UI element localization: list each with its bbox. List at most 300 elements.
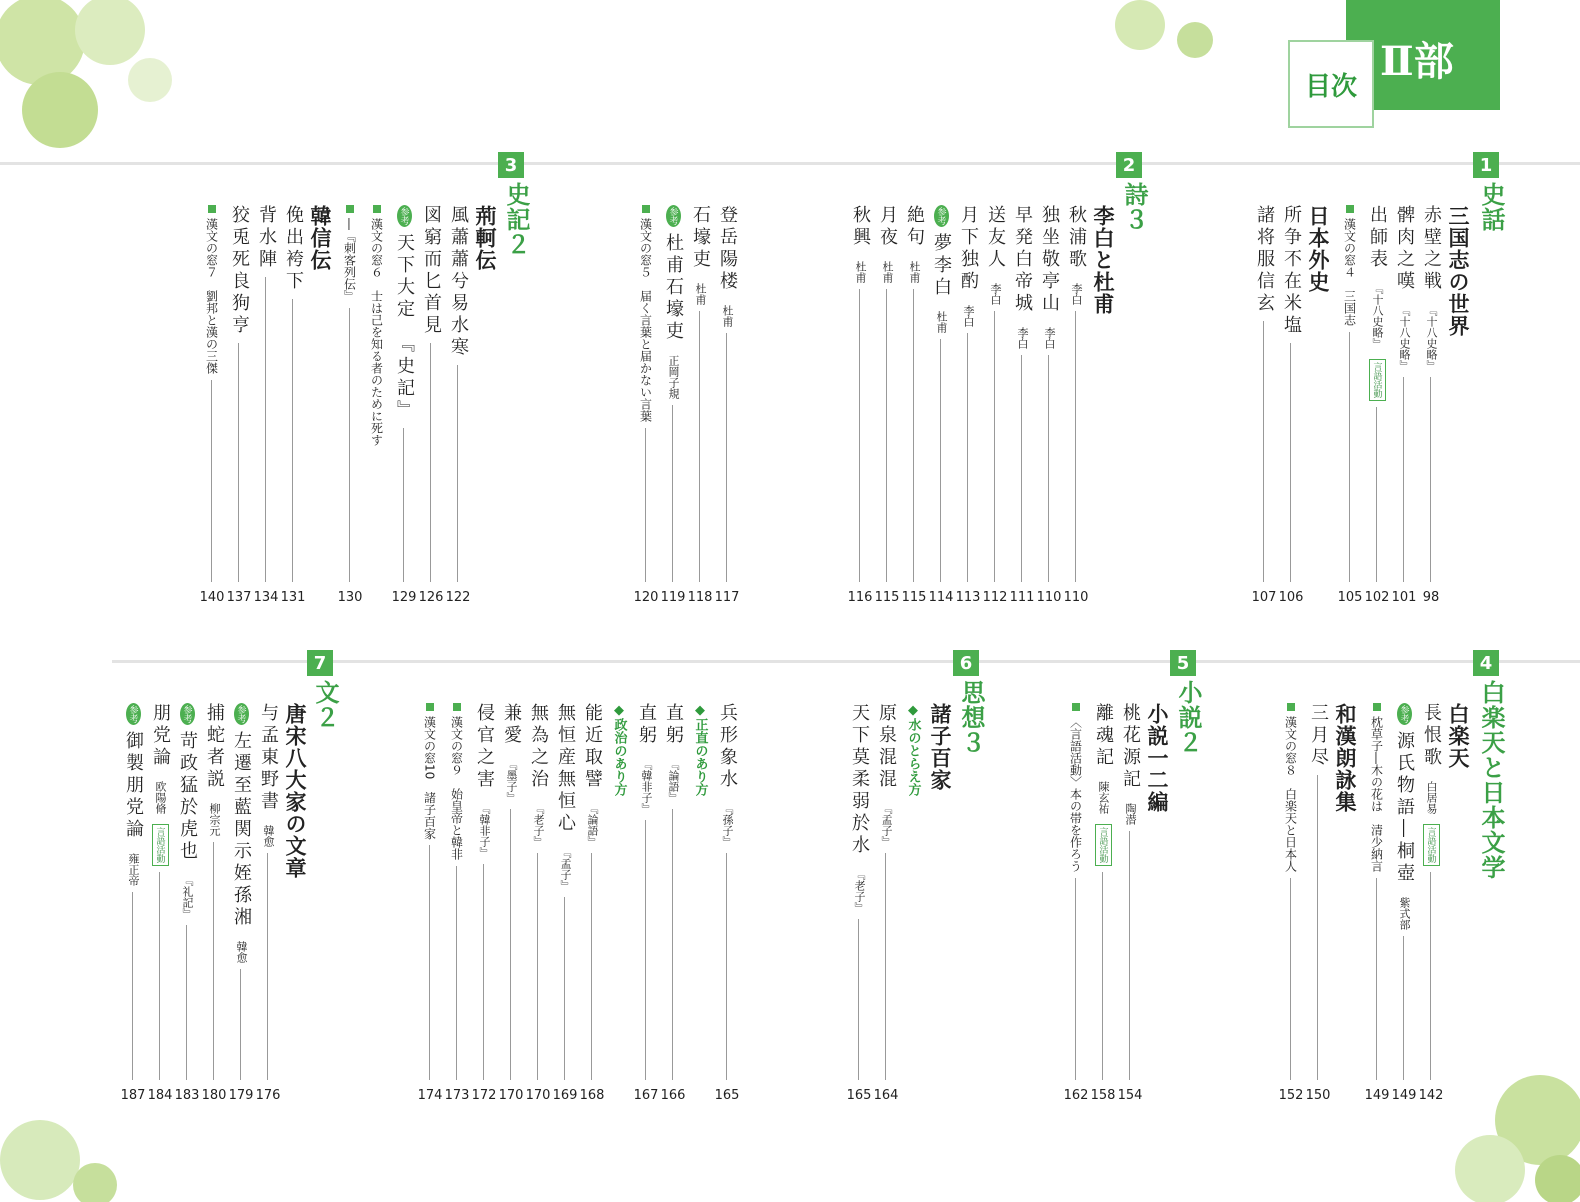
page-number: 140 xyxy=(199,590,225,605)
entry-author: 杜甫 xyxy=(854,261,867,283)
entry-text xyxy=(872,205,902,283)
entry-title: 兵形象水 xyxy=(717,703,738,791)
entry-text xyxy=(926,205,956,333)
leader-line xyxy=(591,853,592,1080)
entry-text xyxy=(251,205,281,271)
entry-title: 送友人 xyxy=(985,205,1006,271)
bullet-icon xyxy=(1072,703,1080,711)
page-number: 172 xyxy=(471,1088,497,1103)
page-number: 142 xyxy=(1418,1088,1444,1103)
chapter-number-1: 1 xyxy=(1473,152,1499,178)
page-number: 105 xyxy=(1337,590,1363,605)
entry-text xyxy=(658,703,688,803)
chapter-title-6: 思想３ xyxy=(957,680,986,755)
entry-text xyxy=(416,205,446,337)
entry-author: 『老子』 xyxy=(853,869,866,913)
entry-author: 『十八史略』 xyxy=(1425,305,1438,371)
entry-title: 石壕吏 xyxy=(690,205,711,271)
entry-text xyxy=(980,205,1010,305)
leader-line xyxy=(1403,377,1404,582)
entry-title: 直躬 xyxy=(663,703,684,747)
entry-title: ◆水のとらえ方 xyxy=(905,703,921,796)
entry-text xyxy=(226,703,256,963)
leader-line xyxy=(1021,355,1022,582)
entry-title: 独坐敬亭山 xyxy=(1039,205,1060,315)
entry-text xyxy=(118,703,148,886)
toc-label-box xyxy=(1288,40,1374,128)
entry-author: 『孟子』 xyxy=(559,847,572,891)
entry-text xyxy=(1115,703,1145,825)
entry-title: 早発白帝城 xyxy=(1012,205,1033,315)
page-number: 164 xyxy=(873,1088,899,1103)
entry-author: 李白 xyxy=(1043,327,1056,349)
bullet-icon xyxy=(1373,703,1381,711)
entry-text xyxy=(577,703,607,847)
entry-author: 柳宗元 xyxy=(208,803,221,836)
reference-badge: 参考 xyxy=(1397,703,1412,725)
bullet-icon xyxy=(453,703,461,711)
page-number: 165 xyxy=(714,1088,740,1103)
chapter-title-4: 白楽天と日本文学 xyxy=(1477,680,1506,880)
entry-title: 背水陣 xyxy=(256,205,277,271)
entry-title: 朋党論 xyxy=(150,703,171,769)
entry-title: 諸子百家 xyxy=(928,703,953,791)
language-activity-tag: 言語活動 xyxy=(1369,359,1386,401)
entry-title: 白楽天 xyxy=(1446,703,1471,769)
entry-text xyxy=(658,205,688,399)
entry-text xyxy=(278,205,308,293)
entry-title: 兼愛 xyxy=(501,703,522,747)
page-number: 149 xyxy=(1364,1088,1390,1103)
entry-title: 桃花源記 xyxy=(1120,703,1141,791)
entry-title: 狡兎死良狗亨 xyxy=(229,205,250,337)
leader-line xyxy=(403,428,404,582)
entry-title: 漢文の窓８ 白楽天と日本人 xyxy=(1283,716,1298,872)
reference-badge: 参考 xyxy=(234,703,249,725)
page-number: 117 xyxy=(714,590,740,605)
page-number: 98 xyxy=(1422,590,1440,605)
entry-author: 李白 xyxy=(1016,327,1029,349)
entry-title: 左遷至藍関示姪孫湘 xyxy=(231,731,252,929)
page-number: 101 xyxy=(1391,590,1417,605)
entry-author: 陶潜 xyxy=(1124,803,1137,825)
reference-badge: 参考 xyxy=(934,205,949,227)
chapter-title-5: 小説２ xyxy=(1174,680,1203,755)
entry-title: 天下莫柔弱於水 xyxy=(849,703,870,857)
chapter-number-2: 2 xyxy=(1116,152,1142,178)
entry-title: 枕草子―木の花は 清少納言 xyxy=(1369,716,1384,872)
entry-title: 三国志の世界 xyxy=(1446,205,1471,337)
reference-badge: 参考 xyxy=(180,703,195,725)
page-number: 112 xyxy=(982,590,1008,605)
leader-line xyxy=(1129,831,1130,1080)
entry-text xyxy=(1416,703,1446,866)
page-number: 122 xyxy=(445,590,471,605)
leader-line xyxy=(885,853,886,1080)
entry-text xyxy=(389,205,419,422)
chapter-number-4: 4 xyxy=(1473,650,1499,676)
entry-text xyxy=(280,703,310,879)
page-number: 114 xyxy=(928,590,954,605)
leader-line xyxy=(1290,343,1291,582)
entry-title: 侵官之害 xyxy=(474,703,495,791)
leader-line xyxy=(1290,878,1291,1080)
entry-text xyxy=(604,703,634,796)
entry-text xyxy=(1389,205,1419,371)
leader-line xyxy=(672,405,673,582)
entry-text xyxy=(172,703,202,919)
entry-title: 直躬 xyxy=(636,703,657,747)
entry-text xyxy=(899,205,929,283)
entry-title: 月夜 xyxy=(877,205,898,249)
entry-author: 『墨子』 xyxy=(505,759,518,803)
entry-text xyxy=(1330,703,1360,813)
entry-text xyxy=(1362,703,1392,872)
leader-line xyxy=(159,872,160,1080)
leader-line xyxy=(994,311,995,582)
entry-author: 『韓非子』 xyxy=(640,759,653,814)
entry-text xyxy=(523,703,553,847)
entry-author: 『論語』 xyxy=(667,759,680,803)
entry-title: 小説一二編 xyxy=(1145,703,1170,813)
leader-line xyxy=(645,428,646,582)
entry-title: ◆政治のあり方 xyxy=(611,703,627,796)
entry-author: 韓愈 xyxy=(235,941,248,963)
entry-title: 登岳陽楼 xyxy=(717,205,738,293)
leader-line xyxy=(265,277,266,582)
leaf-decoration-top-center xyxy=(1100,0,1230,80)
entry-text xyxy=(712,703,742,847)
language-activity-tag: 言語活動 xyxy=(1095,824,1112,866)
entry-author: 紫式部 xyxy=(1398,897,1411,930)
page-number: 150 xyxy=(1305,1088,1331,1103)
entry-author: 李白 xyxy=(962,305,975,327)
page-number: 110 xyxy=(1063,590,1089,605)
page-number: 154 xyxy=(1117,1088,1143,1103)
page-number: 129 xyxy=(391,590,417,605)
entry-title: 図窮而匕首見 xyxy=(421,205,442,337)
leader-line xyxy=(240,969,241,1080)
bullet-icon xyxy=(1346,205,1354,213)
entry-text xyxy=(685,703,715,796)
page-number: 107 xyxy=(1251,590,1277,605)
entry-title: 漢文の窓７ 劉邦と漢の三傑 xyxy=(204,218,219,374)
leader-line xyxy=(349,308,350,582)
entry-text xyxy=(335,205,365,302)
entry-text xyxy=(199,703,229,836)
bullet-icon xyxy=(1287,703,1295,711)
page-number: 174 xyxy=(417,1088,443,1103)
leader-line xyxy=(213,842,214,1080)
leader-line xyxy=(699,311,700,582)
page-number: 118 xyxy=(687,590,713,605)
entry-author: 『韓非子』 xyxy=(478,803,491,858)
entry-text xyxy=(442,703,472,860)
page-number: 106 xyxy=(1278,590,1304,605)
entry-title: 能近取譬 xyxy=(582,703,603,791)
leader-line xyxy=(132,892,133,1080)
entry-title: 絶句 xyxy=(904,205,925,249)
leader-line xyxy=(457,365,458,582)
leader-line xyxy=(1317,775,1318,1080)
entry-author: 杜甫 xyxy=(908,261,921,283)
entry-author: 杜甫 xyxy=(694,283,707,305)
page-number: 179 xyxy=(228,1088,254,1103)
chapter-number-6: 6 xyxy=(953,650,979,676)
entry-title: 捕蛇者説 xyxy=(204,703,225,791)
chapter-number-7: 7 xyxy=(307,650,333,676)
entry-text xyxy=(1276,703,1306,872)
bullet-icon xyxy=(426,703,434,711)
entry-title: 諸将服信玄 xyxy=(1254,205,1275,315)
entry-title: 無恒産無恒心 xyxy=(555,703,576,835)
leader-line xyxy=(1349,332,1350,582)
reference-badge: 参考 xyxy=(666,205,681,227)
entry-text xyxy=(898,703,928,796)
leaf-decoration-bottom-right xyxy=(1430,1030,1580,1202)
page-number: 137 xyxy=(226,590,252,605)
entry-text xyxy=(712,205,742,327)
entry-text xyxy=(1303,703,1333,769)
entry-title: 日本外史 xyxy=(1306,205,1331,293)
entry-text xyxy=(1007,205,1037,349)
leader-line xyxy=(456,866,457,1080)
page-number: 116 xyxy=(847,590,873,605)
leader-line xyxy=(483,864,484,1080)
entry-text xyxy=(685,205,715,305)
entry-text xyxy=(362,205,392,446)
bullet-icon xyxy=(208,205,216,213)
leader-line xyxy=(913,289,914,582)
chapter-title-1: 史話 xyxy=(1477,182,1506,232)
chapter-number-3: 3 xyxy=(498,152,524,178)
chapter-title-3: 史記２ xyxy=(502,182,531,257)
entry-text xyxy=(871,703,901,847)
page-number: 167 xyxy=(633,1088,659,1103)
page-number: 169 xyxy=(552,1088,578,1103)
entry-title: 与孟東野書 xyxy=(258,703,279,813)
entry-title: 源氏物語―桐壺 xyxy=(1394,731,1415,885)
chapter-number-5: 5 xyxy=(1170,650,1196,676)
entry-title: 漢文の窓５ 届く言葉と届かない言葉 xyxy=(638,218,653,422)
leader-line xyxy=(1102,872,1103,1080)
leader-line xyxy=(186,925,187,1080)
entry-author: 杜甫 xyxy=(721,305,734,327)
entry-title: 杜甫石壕吏 xyxy=(663,233,684,343)
entry-text xyxy=(1416,205,1446,371)
page-number: 134 xyxy=(253,590,279,605)
entry-text xyxy=(1276,205,1306,337)
entry-text xyxy=(224,205,254,337)
entry-text xyxy=(415,703,445,839)
entry-title: 髀肉之嘆 xyxy=(1394,205,1415,293)
entry-title: 夢李白 xyxy=(931,233,952,299)
leader-line xyxy=(510,809,511,1080)
entry-title: 風蕭蕭兮易水寒 xyxy=(448,205,469,359)
leader-line xyxy=(1263,321,1264,582)
page-number: 170 xyxy=(498,1088,524,1103)
entry-title: 長恨歌 xyxy=(1421,703,1442,769)
leaf-decoration-bottom-left xyxy=(0,1090,120,1202)
leaf-decoration-top-left xyxy=(0,0,200,160)
leader-line xyxy=(726,333,727,582)
leader-line xyxy=(1376,407,1377,582)
entry-title: 出師表 xyxy=(1367,205,1388,271)
entry-title: 御製朋党論 xyxy=(123,731,144,841)
bullet-icon xyxy=(346,205,354,213)
entry-text xyxy=(925,703,955,791)
page-number: 176 xyxy=(255,1088,281,1103)
entry-title: ◆正直のあり方 xyxy=(692,703,708,796)
leader-line xyxy=(858,919,859,1080)
entry-title: ―『刺客列伝』 xyxy=(342,218,357,302)
leader-line xyxy=(1075,878,1076,1080)
leader-line xyxy=(267,853,268,1080)
page-number: 119 xyxy=(660,590,686,605)
language-activity-tag: 言語活動 xyxy=(152,824,169,866)
leader-line xyxy=(564,897,565,1080)
page-number: 149 xyxy=(1391,1088,1417,1103)
entry-title: 月下独酌 xyxy=(958,205,979,293)
entry-author: 李白 xyxy=(989,283,1002,305)
top-section-band xyxy=(0,162,1580,165)
entry-title: 苛政猛於虎也 xyxy=(177,731,198,863)
entry-text xyxy=(1389,703,1419,930)
page-number: 168 xyxy=(579,1088,605,1103)
entry-title: 漢文の窓４ 三国志 xyxy=(1342,218,1357,326)
entry-title: 天下大定 『史記』 xyxy=(394,233,415,422)
leader-line xyxy=(1075,311,1076,582)
entry-title: 漢文の窓６ 士は己を知る者のために死す xyxy=(369,218,384,446)
leader-line xyxy=(672,809,673,1080)
leader-line xyxy=(1430,377,1431,582)
chapter-title-7: 文２ xyxy=(311,680,340,730)
reference-badge: 参考 xyxy=(397,205,412,227)
entry-title: 俛出袴下 xyxy=(283,205,304,293)
entry-title: 赤壁之戦 xyxy=(1421,205,1442,293)
entry-text xyxy=(1443,205,1473,337)
entry-title: 和漢朗詠集 xyxy=(1333,703,1358,813)
entry-text xyxy=(145,703,175,866)
entry-title: 所争不在米塩 xyxy=(1281,205,1302,337)
entry-text xyxy=(1362,205,1392,401)
entry-text xyxy=(1088,703,1118,866)
entry-author: 『孫子』 xyxy=(721,803,734,847)
leader-line xyxy=(645,820,646,1080)
page-number: 170 xyxy=(525,1088,551,1103)
entry-title: 唐宋八大家の文章 xyxy=(283,703,308,879)
page-number: 102 xyxy=(1364,590,1390,605)
page-number: 173 xyxy=(444,1088,470,1103)
leader-line xyxy=(211,380,212,582)
entry-text xyxy=(1303,205,1333,293)
leader-line xyxy=(859,289,860,582)
entry-title: 漢文の窓10 諸子百家 xyxy=(422,716,437,840)
leader-line xyxy=(1430,872,1431,1080)
leader-line xyxy=(967,333,968,582)
page-number: 166 xyxy=(660,1088,686,1103)
leader-line xyxy=(726,853,727,1080)
entry-text xyxy=(469,703,499,858)
page-number: 187 xyxy=(120,1088,146,1103)
entry-author: 正岡子規 xyxy=(667,355,680,399)
page-number: 184 xyxy=(147,1088,173,1103)
entry-title: 三月尽 xyxy=(1308,703,1329,769)
chapter-title-2: 詩３ xyxy=(1120,182,1149,232)
entry-text xyxy=(1249,205,1279,315)
entry-author: 李白 xyxy=(1070,283,1083,305)
leader-line xyxy=(1048,355,1049,582)
page-number: 131 xyxy=(280,590,306,605)
entry-text xyxy=(844,703,874,913)
entry-title: 李白と杜甫 xyxy=(1091,205,1116,315)
page-number: 130 xyxy=(337,590,363,605)
page-number: 111 xyxy=(1009,590,1035,605)
entry-author: 白居易 xyxy=(1425,781,1438,814)
page-number: 120 xyxy=(633,590,659,605)
entry-text xyxy=(1443,703,1473,769)
bullet-icon xyxy=(373,205,381,213)
entry-text xyxy=(845,205,875,283)
reference-badge: 参考 xyxy=(126,703,141,725)
page-number: 115 xyxy=(874,590,900,605)
entry-author: 雍正帝 xyxy=(127,853,140,886)
leader-line xyxy=(429,845,430,1080)
entry-title: 〈言語活動〉本の帯を作ろう xyxy=(1068,716,1083,872)
entry-text xyxy=(1088,205,1118,315)
page-number: 183 xyxy=(174,1088,200,1103)
entry-title: 離魂記 xyxy=(1093,703,1114,769)
entry-text xyxy=(305,205,335,271)
leader-line xyxy=(537,853,538,1080)
entry-text xyxy=(443,205,473,359)
entry-title: 漢文の窓９ 始皇帝と韓非 xyxy=(449,716,464,860)
entry-author: 『老子』 xyxy=(532,803,545,847)
entry-text xyxy=(496,703,526,803)
page-number: 115 xyxy=(901,590,927,605)
entry-author: 『十八史略』 xyxy=(1371,283,1384,349)
leader-line xyxy=(886,289,887,582)
entry-title: 秋興 xyxy=(850,205,871,249)
entry-text xyxy=(1335,205,1365,326)
entry-text xyxy=(253,703,283,847)
entry-author: 『孟子』 xyxy=(880,803,893,847)
entry-author: 『礼記』 xyxy=(181,875,194,919)
page-number: 180 xyxy=(201,1088,227,1103)
entry-title: 無為之治 xyxy=(528,703,549,791)
entry-title: 荊軻伝 xyxy=(473,205,498,271)
page-number: 158 xyxy=(1090,1088,1116,1103)
page-number: 165 xyxy=(846,1088,872,1103)
page-number: 110 xyxy=(1036,590,1062,605)
page-number: 152 xyxy=(1278,1088,1304,1103)
page-number: 162 xyxy=(1063,1088,1089,1103)
leader-line xyxy=(292,299,293,582)
bullet-icon xyxy=(642,205,650,213)
entry-author: 『十八史略』 xyxy=(1398,305,1411,371)
entry-title: 韓信伝 xyxy=(308,205,333,271)
entry-text xyxy=(470,205,500,271)
entry-title: 原泉混混 xyxy=(876,703,897,791)
leader-line xyxy=(1403,936,1404,1080)
entry-text xyxy=(1061,703,1091,872)
entry-text xyxy=(197,205,227,374)
entry-author: 陳玄祐 xyxy=(1097,781,1110,814)
entry-text xyxy=(631,205,661,422)
leader-line xyxy=(238,343,239,582)
entry-text xyxy=(1034,205,1064,349)
page-number: 126 xyxy=(418,590,444,605)
